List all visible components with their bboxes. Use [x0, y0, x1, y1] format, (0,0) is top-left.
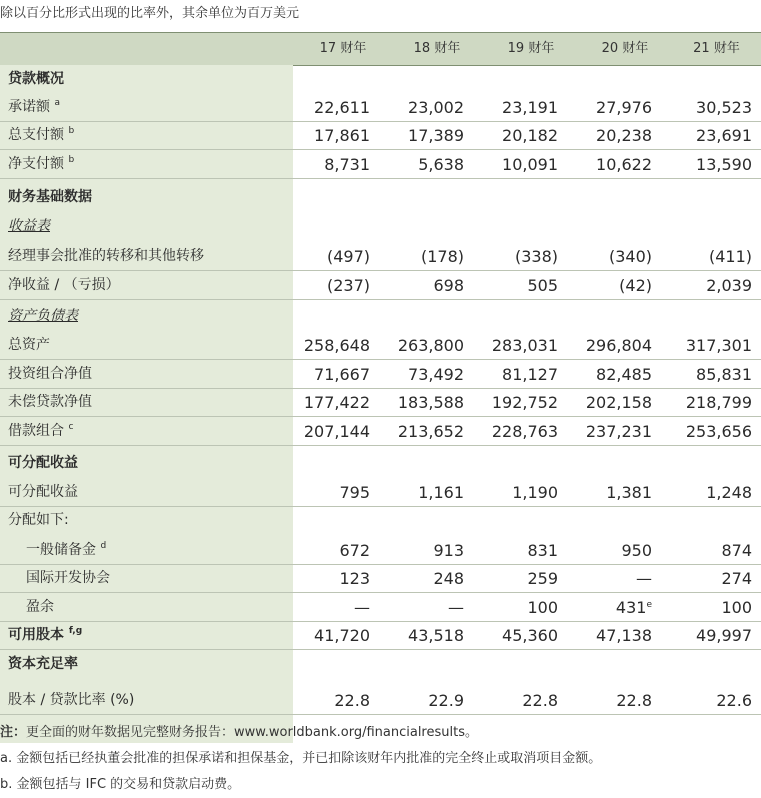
table-row [0, 449, 761, 477]
cell-value [484, 536, 558, 564]
cell-value-text: 22.8 [522, 691, 558, 710]
footnote-main-prefix: 注： [0, 725, 27, 740]
cell-value-text: (411) [708, 247, 752, 266]
footnote-marker: e [646, 600, 652, 610]
cell-value [390, 93, 464, 121]
table-row [0, 686, 761, 715]
cell-value-text: 317,301 [685, 336, 752, 355]
row-label-text: 贷款概况 [8, 71, 64, 87]
row-label-text: 一般储备金 [26, 542, 96, 558]
row-label [8, 302, 78, 330]
cell-value [390, 388, 464, 416]
cell-value [484, 621, 558, 649]
cell-value-text: 41,720 [314, 626, 370, 645]
cell-value [484, 478, 558, 506]
cell-value-text: 296,804 [585, 336, 652, 355]
cell-value [672, 271, 752, 299]
cell-value-text: 27,976 [596, 98, 652, 117]
cell-value [578, 621, 652, 649]
table-row [0, 331, 761, 360]
cell-value [390, 564, 464, 592]
cell-value [672, 478, 752, 506]
row-label-text: 资本充足率 [8, 656, 78, 672]
cell-value-text: 913 [433, 541, 464, 560]
row-label-text: 财务基础数据 [8, 189, 92, 205]
cell-value-text: 22,611 [314, 98, 370, 117]
cell-value-text: 123 [339, 569, 370, 588]
cell-value [672, 417, 752, 445]
footnote-marker: c [68, 422, 74, 432]
cell-value-text: 20,182 [502, 126, 558, 145]
cell-value-text: 13,590 [696, 155, 752, 174]
row-label-text: 股本 / 贷款比率 (%) [8, 692, 135, 708]
cell-value-text: 1,381 [606, 483, 652, 502]
row-label-text: 国际开发协会 [26, 570, 110, 586]
row-label [8, 242, 204, 270]
footnote-marker: a [54, 98, 60, 108]
cell-value [390, 331, 464, 359]
cell-value [672, 242, 752, 270]
cell-value [672, 331, 752, 359]
cell-value-text: 672 [339, 541, 370, 560]
row-label-text: 可用股本 [8, 627, 64, 643]
row-label-text: 收益表 [8, 218, 50, 234]
cell-value-text: 23,691 [696, 126, 752, 145]
cell-value-text: (237) [326, 276, 370, 295]
table-header-row [0, 32, 761, 66]
row-label [8, 417, 73, 445]
cell-value-text: 22.8 [334, 691, 370, 710]
cell-value-text: 17,861 [314, 126, 370, 145]
cell-value-text: 253,656 [685, 422, 752, 441]
row-label-text: 借款组合 [8, 423, 64, 439]
cell-value-text: 183,588 [397, 393, 464, 412]
cell-value-text: 73,492 [408, 365, 464, 384]
cell-value [672, 536, 752, 564]
table-row [0, 506, 761, 534]
cell-value [484, 331, 558, 359]
cell-value-text: — [636, 569, 652, 588]
cell-value-text: 85,831 [696, 365, 752, 384]
table-row [0, 360, 761, 389]
cell-value-text: 22.6 [716, 691, 752, 710]
table-row [0, 93, 761, 122]
cell-value [672, 121, 752, 149]
cell-value-text: 831 [527, 541, 558, 560]
cell-value [578, 536, 652, 564]
cell-value-text: 22.8 [616, 691, 652, 710]
table-row [0, 242, 761, 271]
table-row [0, 621, 761, 650]
row-label-text: 分配如下: [8, 512, 69, 528]
cell-value-text: 192,752 [491, 393, 558, 412]
footnote-b: b. 金额包括与 IFC 的交易和贷款启动费。 [0, 777, 241, 792]
row-label [8, 65, 64, 93]
cell-value [484, 242, 558, 270]
cell-value [484, 360, 558, 388]
row-label-text: 可分配收益 [8, 484, 78, 500]
table-row [0, 650, 761, 678]
cell-value [672, 593, 752, 621]
cell-value [484, 564, 558, 592]
cell-value [296, 271, 370, 299]
cell-value [578, 388, 652, 416]
cell-value [484, 417, 558, 445]
header-fy17: 17 财年 [319, 41, 367, 56]
row-label [8, 650, 78, 678]
cell-value-text: 248 [433, 569, 464, 588]
cell-value [390, 621, 464, 649]
cell-value [672, 686, 752, 714]
cell-value [296, 478, 370, 506]
row-label [8, 121, 74, 149]
cell-value [296, 536, 370, 564]
footnote-marker: b [68, 126, 75, 136]
cell-value-text: 47,138 [596, 626, 652, 645]
row-label-text: 净收益 / （亏损） [8, 277, 120, 293]
cell-value-text: (340) [608, 247, 652, 266]
cell-value-text: 263,800 [397, 336, 464, 355]
cell-value-text: 71,667 [314, 365, 370, 384]
row-label-text: 投资组合净值 [8, 366, 92, 382]
cell-value [296, 593, 370, 621]
footnotes [0, 720, 761, 798]
cell-value [672, 150, 752, 178]
cell-value-text: 81,127 [502, 365, 558, 384]
cell-value [578, 93, 652, 121]
cell-value [578, 331, 652, 359]
cell-value [672, 360, 752, 388]
cell-value-text: 1,161 [418, 483, 464, 502]
row-label [8, 93, 60, 121]
cell-value-text: 20,238 [596, 126, 652, 145]
cell-value-text: 17,389 [408, 126, 464, 145]
cell-value [390, 271, 464, 299]
row-label [8, 150, 74, 178]
row-label [8, 478, 78, 506]
cell-value-text: 283,031 [491, 336, 558, 355]
cell-value [484, 150, 558, 178]
table-row [0, 388, 761, 417]
cell-value-text: 1,248 [706, 483, 752, 502]
cell-value [578, 417, 652, 445]
cell-value [672, 388, 752, 416]
cell-value-text: 2,039 [706, 276, 752, 295]
footnote-a: a. 金额包括已经执董会批准的担保承诺和担保基金，并已扣除该财年内批准的完全终止或取消项目金额。 [0, 751, 602, 766]
table-row [0, 417, 761, 446]
cell-value-text: 23,191 [502, 98, 558, 117]
header-fy18: 18 财年 [413, 41, 461, 56]
cell-value-text: 45,360 [502, 626, 558, 645]
table-row [0, 65, 761, 93]
row-label-text: 总资产 [8, 337, 50, 353]
footnote-marker: f,g [68, 626, 83, 636]
cell-value-text: 49,997 [696, 626, 752, 645]
table-row [0, 536, 761, 565]
cell-value-text: 950 [621, 541, 652, 560]
cell-value-text: 795 [339, 483, 370, 502]
row-label-text: 总支付额 [8, 127, 64, 143]
row-label-text: 未偿贷款净值 [8, 394, 92, 410]
cell-value-text: 8,731 [324, 155, 370, 174]
table-row [0, 183, 761, 211]
cell-value-text: — [448, 598, 464, 617]
cell-value-text: 10,091 [502, 155, 558, 174]
cell-value [390, 242, 464, 270]
cell-value-text: 22.9 [428, 691, 464, 710]
cell-value [390, 121, 464, 149]
cell-value-text: 202,158 [585, 393, 652, 412]
cell-value-text: 213,652 [397, 422, 464, 441]
footnote-marker: d [100, 541, 107, 551]
cell-value-text: 10,622 [596, 155, 652, 174]
row-label [8, 331, 50, 359]
footnote-main [0, 720, 761, 746]
cell-value-text: 218,799 [685, 393, 752, 412]
cell-value [672, 93, 752, 121]
row-label-text: 可分配收益 [8, 455, 78, 471]
cell-value [390, 478, 464, 506]
footnote-marker: b [68, 155, 75, 165]
cell-value-text: (42) [619, 276, 652, 295]
cell-value [390, 150, 464, 178]
cell-value [578, 360, 652, 388]
cell-value-text: 30,523 [696, 98, 752, 117]
cell-value-text: 874 [721, 541, 752, 560]
cell-value [484, 593, 558, 621]
row-label [26, 593, 54, 621]
cell-value [296, 686, 370, 714]
cell-value-text: 100 [527, 598, 558, 617]
cell-value-text: — [354, 598, 370, 617]
table-row [0, 271, 761, 300]
cell-value [578, 121, 652, 149]
table-row [0, 121, 761, 150]
row-label [8, 212, 50, 240]
cell-value [484, 93, 558, 121]
cell-value-text: 5,638 [418, 155, 464, 174]
header-fy20: 20 财年 [601, 41, 649, 56]
table-row [0, 212, 761, 240]
cell-value [390, 360, 464, 388]
cell-value-text: 274 [721, 569, 752, 588]
cell-value [296, 360, 370, 388]
cell-value [484, 686, 558, 714]
table-caption: 除以百分比形式出现的比率外，其余单位为百万美元 [0, 6, 300, 21]
cell-value [578, 242, 652, 270]
cell-value [296, 564, 370, 592]
cell-value [390, 686, 464, 714]
cell-value [484, 271, 558, 299]
table-row [0, 302, 761, 330]
row-label-text: 资产负债表 [8, 308, 78, 324]
cell-value [296, 331, 370, 359]
table-row [0, 593, 761, 622]
footnote-main-text: 更全面的财年数据见完整财务报告：www.worldbank.org/financialresults。 [26, 725, 478, 740]
financial-summary-table [0, 32, 761, 710]
cell-value [390, 536, 464, 564]
row-label [8, 621, 82, 649]
header-fy21: 21 财年 [693, 41, 740, 56]
row-label-text: 净支付额 [8, 156, 64, 172]
cell-value-text: 43,518 [408, 626, 464, 645]
cell-value-text: 207,144 [303, 422, 370, 441]
row-label-text: 盈余 [26, 599, 54, 615]
cell-value-text: (178) [420, 247, 464, 266]
cell-value-text: (497) [326, 247, 370, 266]
cell-value-text: 100 [721, 598, 752, 617]
table-row [0, 478, 761, 507]
cell-value [578, 478, 652, 506]
cell-value-text: 82,485 [596, 365, 652, 384]
cell-value [578, 686, 652, 714]
cell-value-text: 258,648 [303, 336, 370, 355]
cell-value [296, 417, 370, 445]
cell-value [296, 93, 370, 121]
row-label [8, 183, 92, 211]
cell-value-text: 177,422 [303, 393, 370, 412]
cell-value [390, 593, 464, 621]
cell-value-text: 23,002 [408, 98, 464, 117]
cell-value [578, 271, 652, 299]
cell-value-text: 237,231 [585, 422, 652, 441]
table-row [0, 564, 761, 593]
row-label [26, 564, 110, 592]
cell-value-text: 505 [527, 276, 558, 295]
row-label [8, 449, 78, 477]
cell-value-text: 259 [527, 569, 558, 588]
cell-value-text: 431 [615, 598, 647, 617]
cell-value [296, 150, 370, 178]
cell-value-text: 228,763 [491, 422, 558, 441]
header-fy19: 19 财年 [507, 41, 555, 56]
cell-value [672, 564, 752, 592]
row-label-text: 承诺额 [8, 99, 50, 115]
row-label [8, 506, 69, 534]
cell-value-text: (338) [514, 247, 558, 266]
cell-value [296, 242, 370, 270]
cell-value-text: 1,190 [512, 483, 558, 502]
cell-value-text: 698 [433, 276, 464, 295]
cell-value [672, 621, 752, 649]
row-label [8, 686, 134, 714]
table-row [0, 150, 761, 179]
cell-value [578, 564, 652, 592]
cell-value [296, 121, 370, 149]
cell-value [484, 121, 558, 149]
cell-value [578, 150, 652, 178]
row-label [8, 271, 120, 299]
row-label [8, 360, 92, 388]
cell-value [296, 388, 370, 416]
row-label [26, 536, 106, 564]
row-label [8, 388, 92, 416]
cell-value [390, 417, 464, 445]
cell-value [296, 621, 370, 649]
cell-value [578, 593, 652, 621]
row-label-text: 经理事会批准的转移和其他转移 [8, 248, 204, 264]
cell-value [484, 388, 558, 416]
